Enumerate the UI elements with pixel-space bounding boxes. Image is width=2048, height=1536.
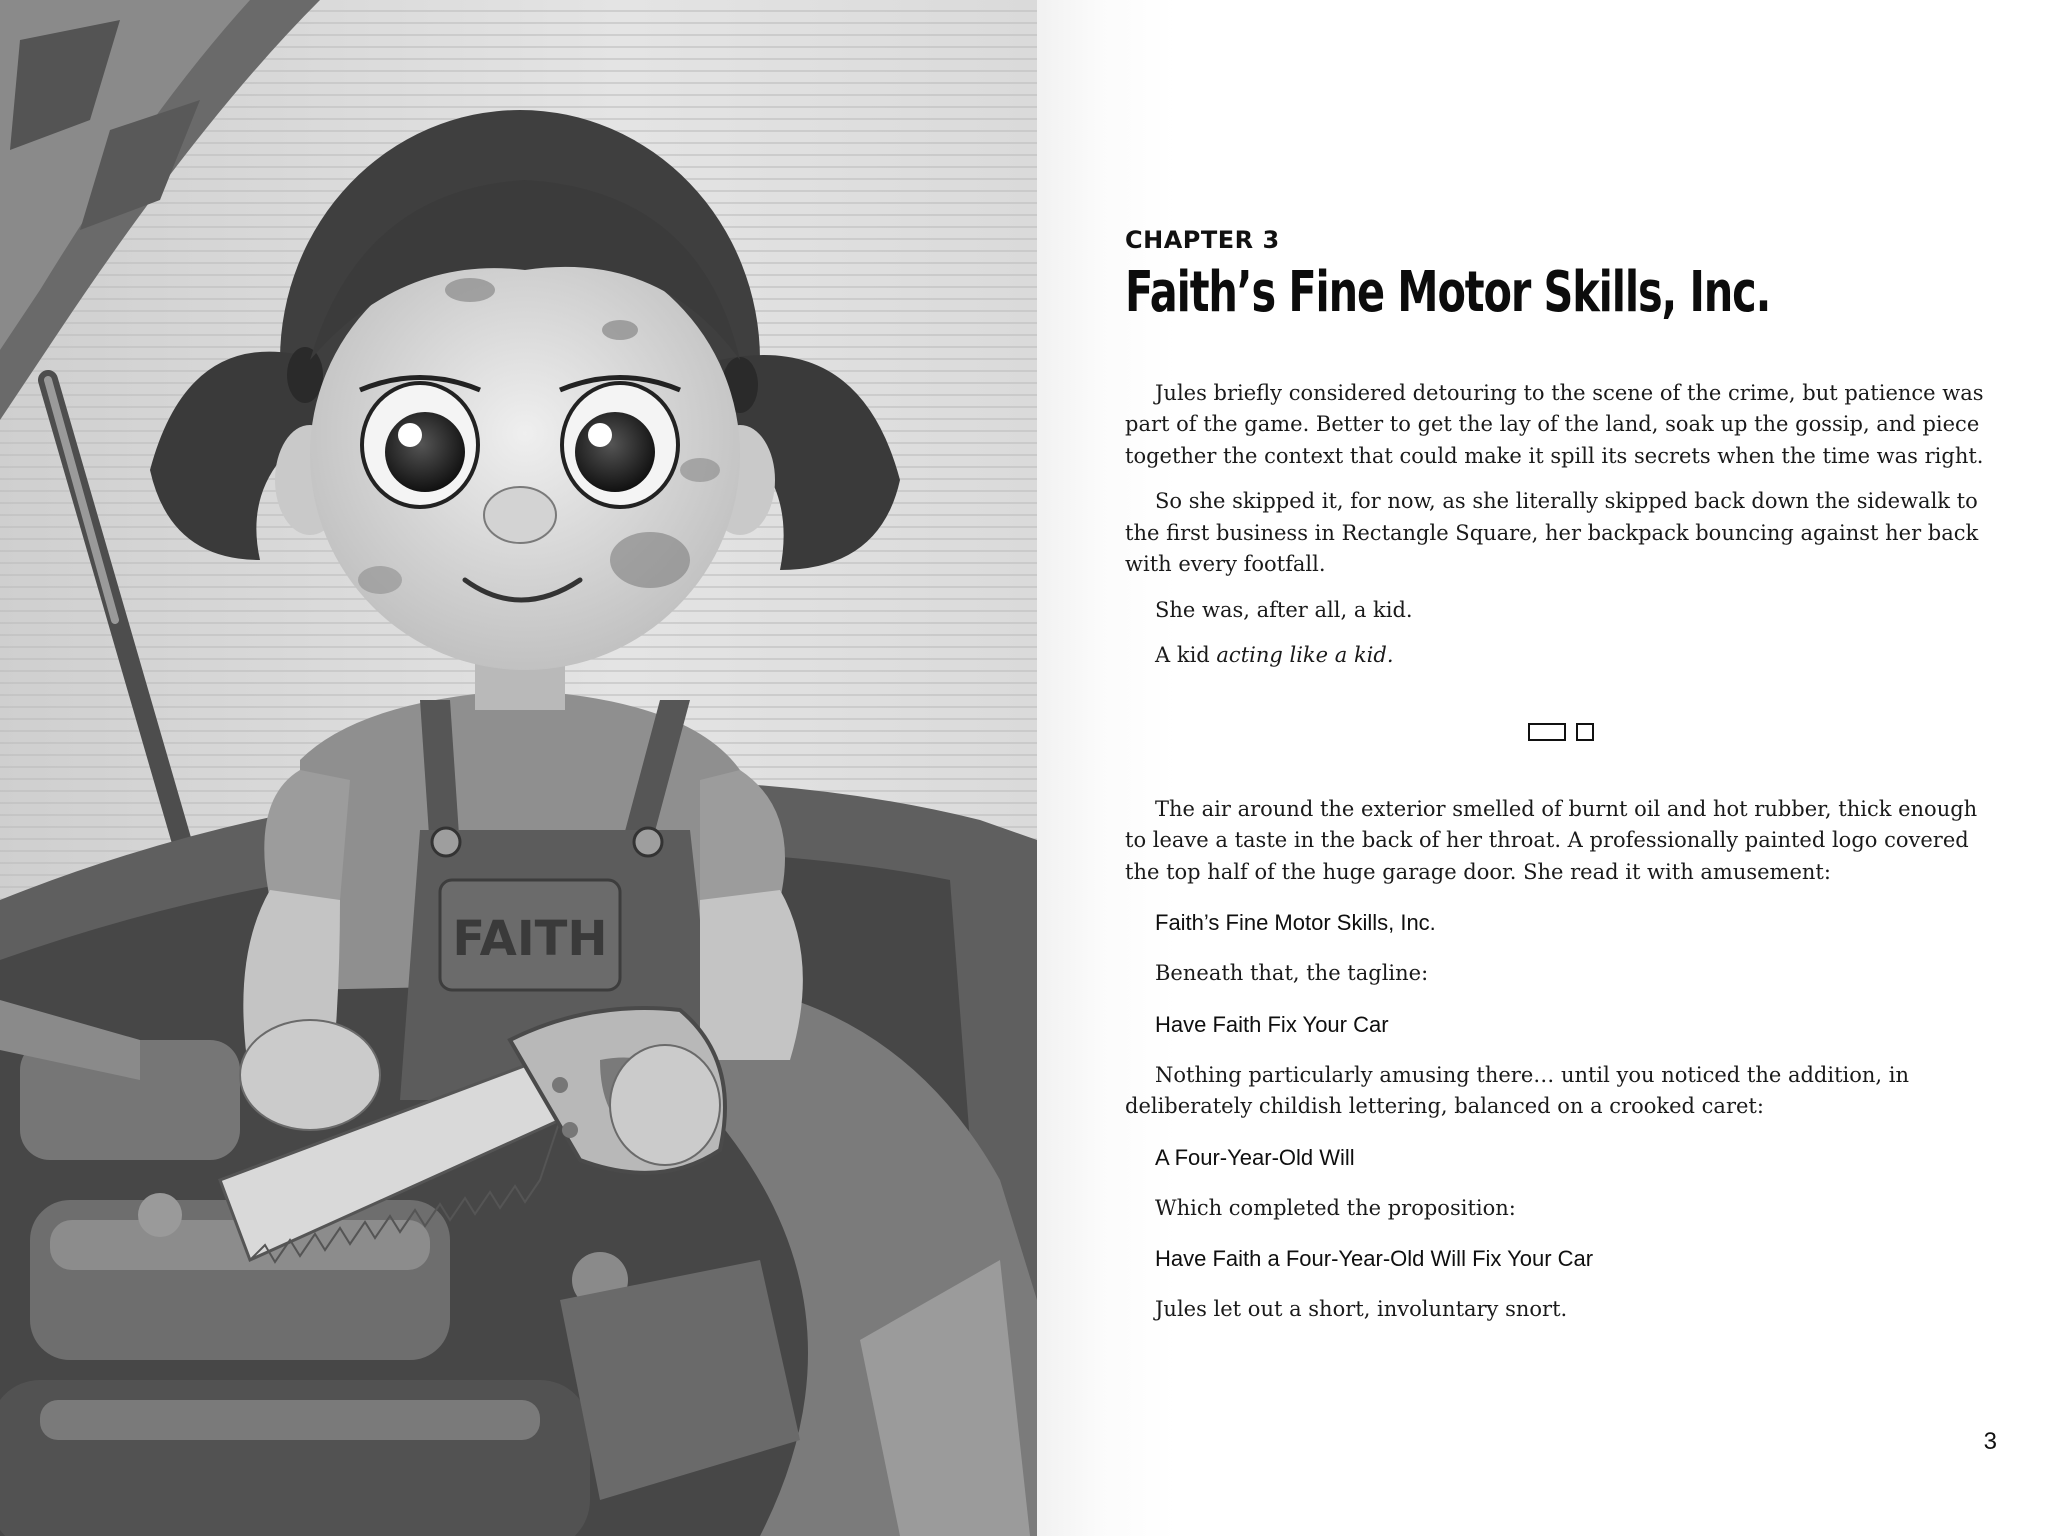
paragraph: The air around the exterior smelled of burnt oil and hot rubber, thick enough to leave a taste in the back of her throat. A professionally painted logo covered the top half of the huge garage door. She read it with amusement: [1125, 796, 1978, 884]
scene-break-ornament [1125, 720, 1997, 744]
scene-break-small-box [1576, 723, 1594, 741]
page-content [1125, 226, 1997, 1340]
chapter-title: Faith’s Fine Motor Skills, Inc. [1125, 260, 1771, 325]
paragraph: Jules let out a short, involuntary snort. [1155, 1297, 1568, 1322]
paragraph: Nothing particularly amusing there… until you noticed the addition, in deliberately childish lettering, balanced on a crooked caret: [1125, 1062, 1909, 1119]
paragraph: Which completed the proposition: [1155, 1195, 1516, 1220]
paragraph [1125, 640, 1997, 672]
paragraph: She was, after all, a kid. [1155, 597, 1413, 622]
overalls-name-text: FAITH [452, 911, 608, 967]
sign-text-full: Have Faith a Four-Year-Old Will Fix Your Car [1155, 1246, 1594, 1272]
paragraph: Beneath that, the tagline: [1155, 961, 1429, 986]
italic-text: acting like a kid. [1216, 643, 1394, 668]
text-page [1037, 0, 2048, 1536]
chapter-label: CHAPTER 3 [1125, 226, 1280, 254]
paragraph: Jules briefly considered detouring to the scene of the crime, but patience was part of the game. Better to get the lay of the land, soak up the gossip, and piece together the context that could make it spill its secrets when the time was right. [1125, 380, 1984, 468]
chapter-body [1125, 378, 1997, 1326]
page-number: 3 [1983, 1428, 1997, 1455]
paragraph-text: A kid [1155, 643, 1217, 668]
scene-break-wide-box [1528, 723, 1566, 741]
sign-text-tagline: Have Faith Fix Your Car [1155, 1011, 1389, 1037]
sign-text-addition: A Four-Year-Old Will [1155, 1144, 1355, 1170]
sign-text-logo: Faith’s Fine Motor Skills, Inc. [1155, 910, 1436, 936]
paragraph: So she skipped it, for now, as she literally skipped back down the sidewalk to the first business in Rectangle Square, her backpack bouncing against her back with every footfall. [1125, 489, 1979, 577]
